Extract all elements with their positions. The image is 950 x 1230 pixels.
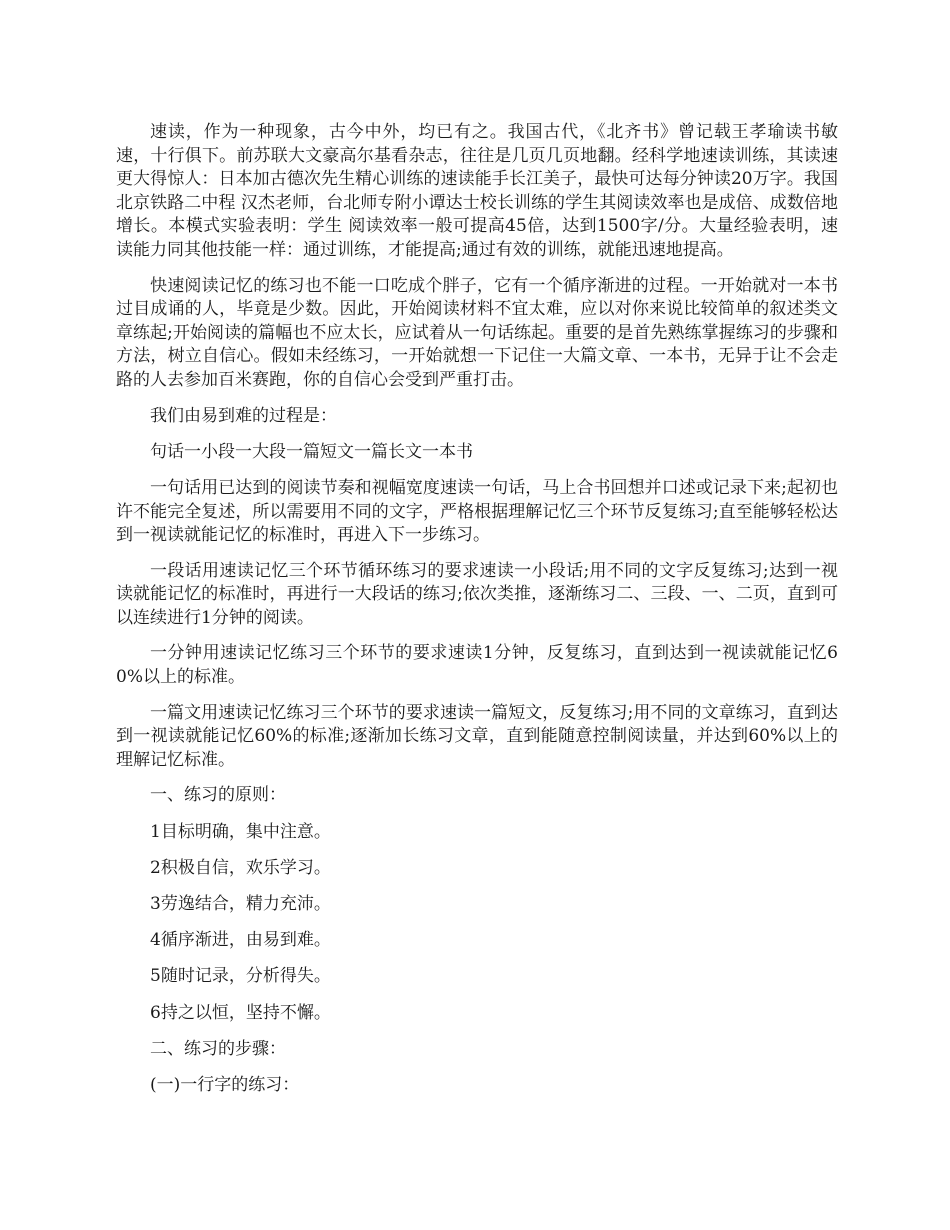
paragraph-one-sentence: 一句话用已达到的阅读节奏和视幅宽度速读一句话，马上合书回想并口述或记录下来;起初也许不能完全复述，所以需要用不同的文字，严格根据理解记忆三个环节反复练习;直至能够轻松达到一视读就能记忆的标准时，再进入下一步练习。 [116, 477, 838, 546]
paragraph-one-segment: 一段话用速读记忆三个环节循环练习的要求速读一小段话;用不同的文字反复练习;达到一视读就能记忆的标准时，再进行一大段话的练习;依次类推，逐渐练习二、三段、一、二页，直到可以连续进行1分钟的阅读。 [116, 560, 838, 628]
principle-item: 5随时记录，分析得失。 [150, 966, 331, 987]
principle-item: 4循序渐进，由易到难。 [150, 930, 331, 951]
paragraph-speed-reading-intro: 速读，作为一种现象，古今中外，均已有之。我国古代，《北齐书》曾记载王孝瑜读书敏速，十行俱下。前苏联大文豪高尔基看杂志，往往是几页几页地翻。经科学地速读训练，其读速更大得惊人：日本加古德次先生精心训练的速读能手长江美子，最快可达每分钟读20万字。我国北京铁路二中程 汉杰老师，台北师专附小谭达士校长训练的学生其阅读效率也是成倍、成数倍地增长。本模式实验表明：学生 阅读效率一般可提高45倍，达到1500字/分。大量经验表明，速读能力同其他技能一样：通过训练，才能提高;通过有效的训练，就能迅速地提高。 [116, 122, 838, 260]
principle-item: 3劳逸结合，精力充沛。 [150, 894, 331, 914]
paragraph-process-sequence: 句话一小段一大段一篇短文一篇长文一本书 [150, 441, 473, 462]
paragraph-one-minute: 一分钟用速读记忆练习三个环节的要求速读1分钟，反复练习，直到达到一视读就能记忆60%以上的标准。 [116, 643, 838, 688]
document-body [116, 121, 838, 1110]
principle-item: 6持之以恒，坚持不懈。 [150, 1002, 331, 1023]
section-heading-principles: 一、练习的原则： [150, 785, 286, 806]
paragraph-process-intro: 我们由易到难的过程是： [150, 405, 337, 426]
subsection-heading-one-line: (一)一行字的练习： [150, 1074, 300, 1095]
paragraph-gradual-practice: 快速阅读记忆的练习也不能一口吃成个胖子，它有一个循序渐进的过程。一开始就对一本书过目成诵的人，毕竟是少数。因此，开始阅读材料不宜太难，应以对你来说比较简单的叙述类文章练起;开始阅读的篇幅也不应太长，应试着从一句话练起。重要的是首先熟练掌握练习的步骤和方法，树立自信心。假如未经练习，一开始就想一下记住一大篇文章、一本书，无异于让不会走路的人去参加百米赛跑，你的自信心会受到严重打击。 [116, 275, 838, 390]
section-heading-steps: 二、练习的步骤： [150, 1038, 286, 1059]
principle-item: 1目标明确，集中注意。 [150, 821, 331, 842]
paragraph-one-article: 一篇文用速读记忆练习三个环节的要求速读一篇短文，反复练习;用不同的文章练习，直到达到一视读就能记忆60%的标准;逐渐加长练习文章，直到能随意控制阅读量，并达到60%以上的理解记忆标准。 [116, 702, 838, 770]
principle-item: 2积极自信，欢乐学习。 [150, 857, 331, 878]
